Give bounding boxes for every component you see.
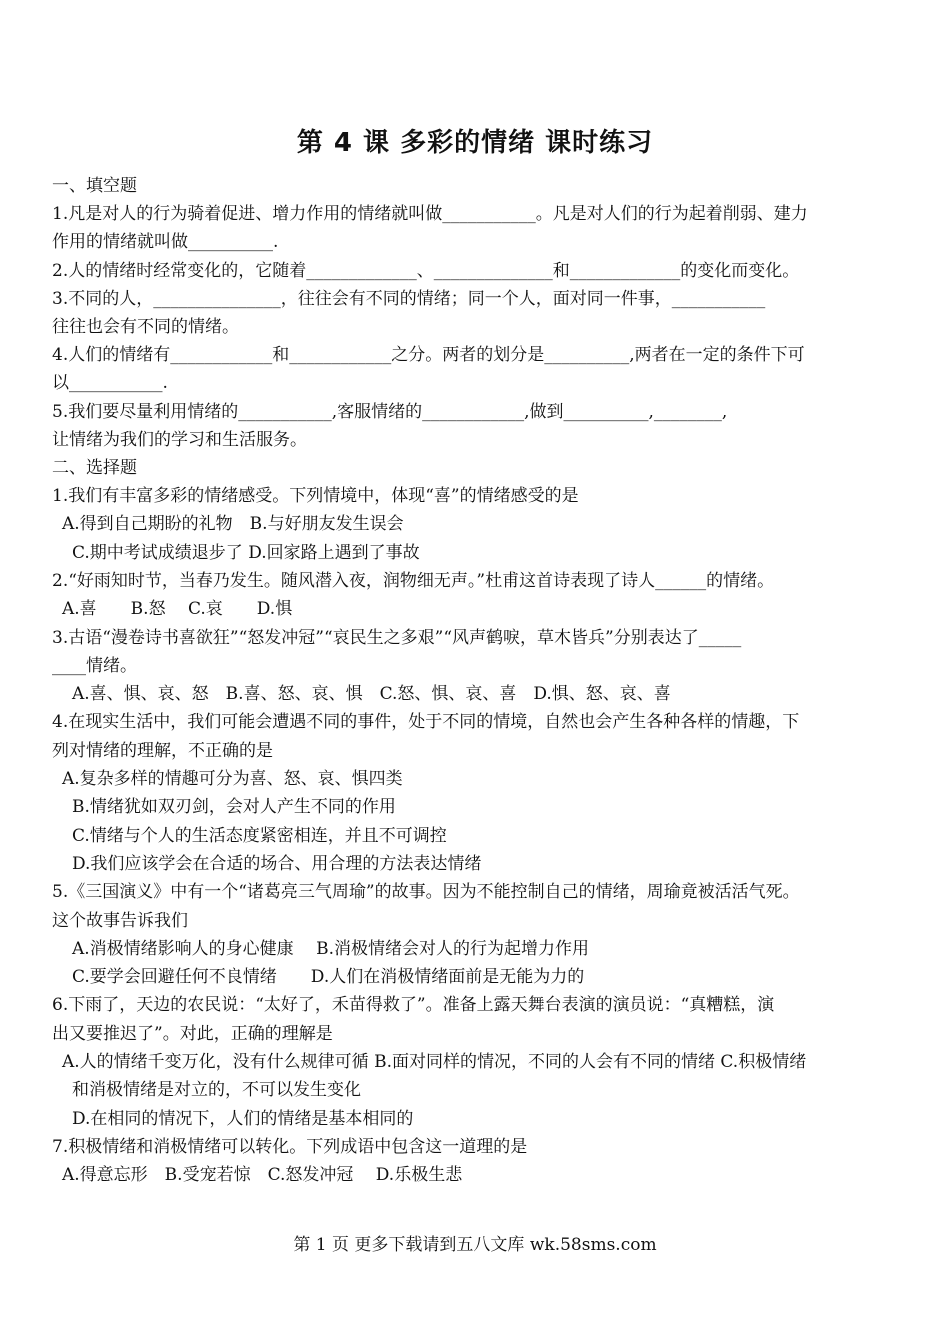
question-line: 1.我们有丰富多彩的情绪感受。下列情境中，体现“喜”的情绪感受的是 [52, 486, 579, 506]
question-line: 让情绪为我们的学习和生活服务。 [52, 430, 307, 450]
section-heading-fill-blank: 一、填空题 [52, 176, 137, 196]
option-line: A.人的情绪千变万化，没有什么规律可循 B.面对同样的情况，不同的人会有不同的情绪 C.积极情绪 [62, 1052, 807, 1072]
question-line: 6.下雨了，天边的农民说：“太好了，禾苗得救了”。准备上露天舞台表演的演员说：“真糟糕，演 [52, 995, 775, 1015]
question-line: 出又要推迟了”。对此，正确的理解是 [52, 1024, 333, 1044]
option-line: D.我们应该学会在合适的场合、用合理的方法表达情绪 [72, 854, 482, 874]
question-line: 5.我们要尽量利用情绪的___________,客服情绪的____________,做到__________,________, [52, 402, 728, 422]
question-line: ____情绪。 [52, 656, 137, 676]
question-line: 3.古语“漫卷诗书喜欲狂”“怒发冲冠”“哀民生之多艰”“风声鹤唳，草木皆兵”分别表达了_____ [52, 628, 742, 648]
question-line: 3.不同的人，_______________，往往会有不同的情绪；同一个人，面对同一件事，___________ [52, 289, 766, 309]
question-line: 往往也会有不同的情绪。 [52, 317, 239, 337]
question-line: 4.人们的情绪有____________和____________之分。两者的划分是__________,两者在一定的条件下可 [52, 345, 805, 365]
section-heading-choice: 二、选择题 [52, 458, 137, 478]
question-line: 以___________. [52, 373, 168, 393]
question-line: 7.积极情绪和消极情绪可以转化。下列成语中包含这一道理的是 [52, 1137, 528, 1157]
page-title: 第 4 课 多彩的情绪 课时练习 [296, 128, 654, 158]
option-line: A.喜 B.怒 C.哀 D.惧 [62, 599, 293, 619]
option-line: A.消极情绪影响人的身心健康 B.消极情绪会对人的行为起增力作用 [72, 939, 589, 959]
question-line: 1.凡是对人的行为骑着促进、增力作用的情绪就叫做___________。凡是对人们的行为起着削弱、建力 [52, 204, 808, 224]
question-line: 2.“好雨知时节，当春乃发生。随风潜入夜，润物细无声。”杜甫这首诗表现了诗人______的情绪。 [52, 571, 775, 591]
option-line: 和消极情绪是对立的，不可以发生变化 [72, 1080, 361, 1100]
page-footer: 第 1 页 更多下载请到五八文库 wk.58sms.com [293, 1235, 657, 1255]
question-line: 作用的情绪就叫做__________. [52, 232, 279, 252]
option-line: B.情绪犹如双刃剑，会对人产生不同的作用 [72, 797, 396, 817]
option-line: C.要学会回避任何不良情绪 D.人们在消极情绪面前是无能为力的 [72, 967, 585, 987]
question-line: 4.在现实生活中，我们可能会遭遇不同的事件，处于不同的情境，自然也会产生各种各样的情趣，下 [52, 712, 800, 732]
option-line: D.在相同的情况下，人们的情绪是基本相同的 [72, 1109, 414, 1129]
question-line: 2.人的情绪时经常变化的，它随着_____________、______________和_____________的变化而变化。 [52, 261, 800, 281]
question-line: 列对情绪的理解，不正确的是 [52, 741, 273, 761]
question-line: 这个故事告诉我们 [52, 911, 188, 931]
option-line: C.期中考试成绩退步了 D.回家路上遇到了事故 [72, 543, 420, 563]
question-line: 5.《三国演义》中有一个“诸葛亮三气周瑜”的故事。因为不能控制自己的情绪，周瑜竟被活活气死。 [52, 882, 800, 902]
option-line: A.喜、惧、哀、怒 B.喜、怒、哀、惧 C.怒、惧、哀、喜 D.惧、怒、哀、喜 [72, 684, 671, 704]
option-line: A.得到自己期盼的礼物 B.与好朋友发生误会 [62, 514, 404, 534]
option-line: A.复杂多样的情趣可分为喜、怒、哀、惧四类 [62, 769, 403, 789]
option-line: C.情绪与个人的生活态度紧密相连，并且不可调控 [72, 826, 447, 846]
option-line: A.得意忘形 B.受宠若惊 C.怒发冲冠 D.乐极生悲 [62, 1165, 463, 1185]
